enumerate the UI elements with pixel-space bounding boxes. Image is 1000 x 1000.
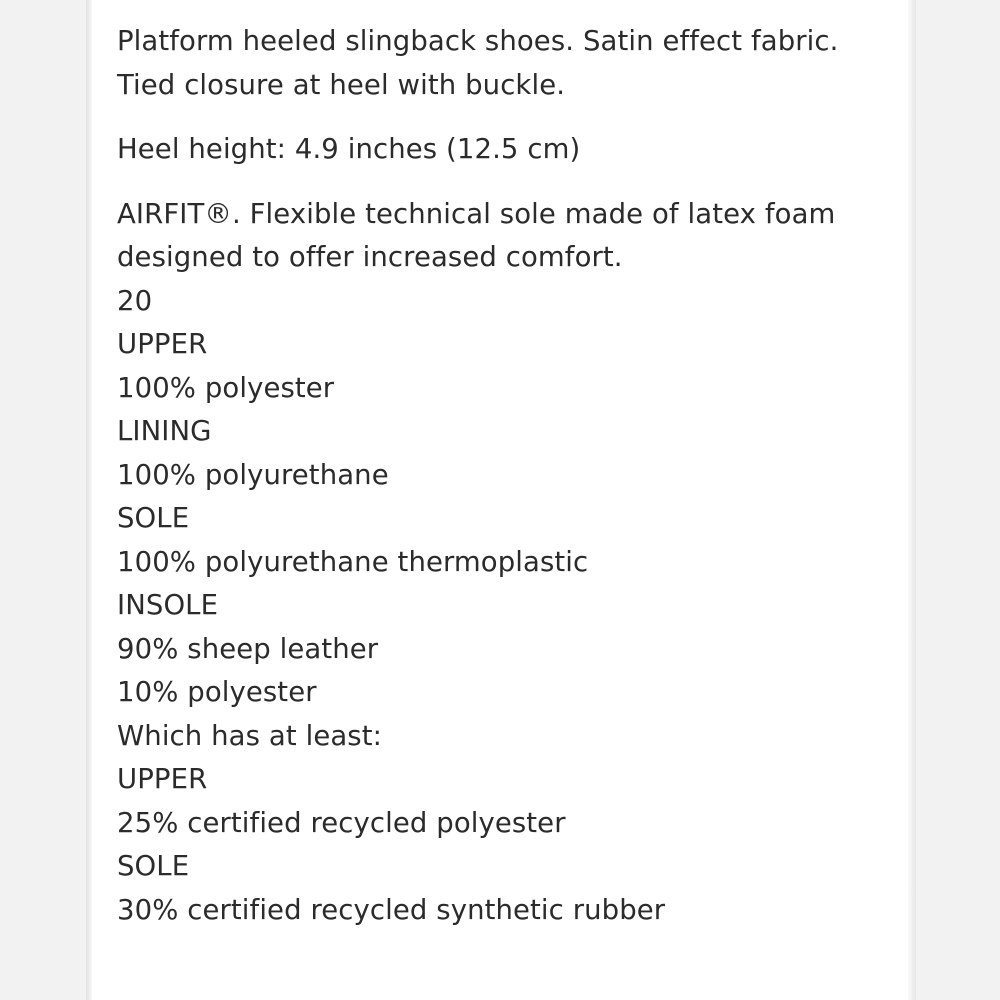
product-description-text <box>117 20 877 932</box>
recycled-heading-upper: UPPER <box>117 763 208 795</box>
description-line: Platform heeled slingback shoes. Satin effect fabric. <box>117 25 839 57</box>
recycled-value: 25% certified recycled polyester <box>117 806 566 839</box>
product-detail-card <box>92 0 908 1000</box>
sheet-right-edge-shadow <box>908 0 916 1000</box>
composition-code: 20 <box>117 284 153 317</box>
composition-note: Which has at least: <box>117 719 382 752</box>
composition-heading-lining: LINING <box>117 415 212 447</box>
paragraph-product-description <box>117 20 877 107</box>
composition-heading-upper: UPPER <box>117 328 208 360</box>
recycled-heading-sole: SOLE <box>117 850 190 882</box>
composition-value: 100% polyester <box>117 371 335 404</box>
composition-heading-insole: INSOLE <box>117 589 219 621</box>
heel-height-line: Heel height: 4.9 inches (12.5 cm) <box>117 133 581 165</box>
composition-value: 10% polyester <box>117 676 317 708</box>
composition-value: 100% polyurethane thermoplastic <box>117 545 589 578</box>
airfit-line: designed to offer increased comfort. <box>117 241 623 273</box>
recycled-value: 30% certified recycled synthetic rubber <box>117 893 666 926</box>
paragraph-composition <box>117 193 877 933</box>
composition-heading-sole: SOLE <box>117 502 190 534</box>
description-line: Tied closure at heel with buckle. <box>117 68 566 101</box>
composition-value: 100% polyurethane <box>117 458 389 491</box>
airfit-line: AIRFIT®. Flexible technical sole made of latex foam <box>117 197 836 230</box>
paragraph-heel-height <box>117 128 877 172</box>
composition-value: 90% sheep leather <box>117 632 379 665</box>
